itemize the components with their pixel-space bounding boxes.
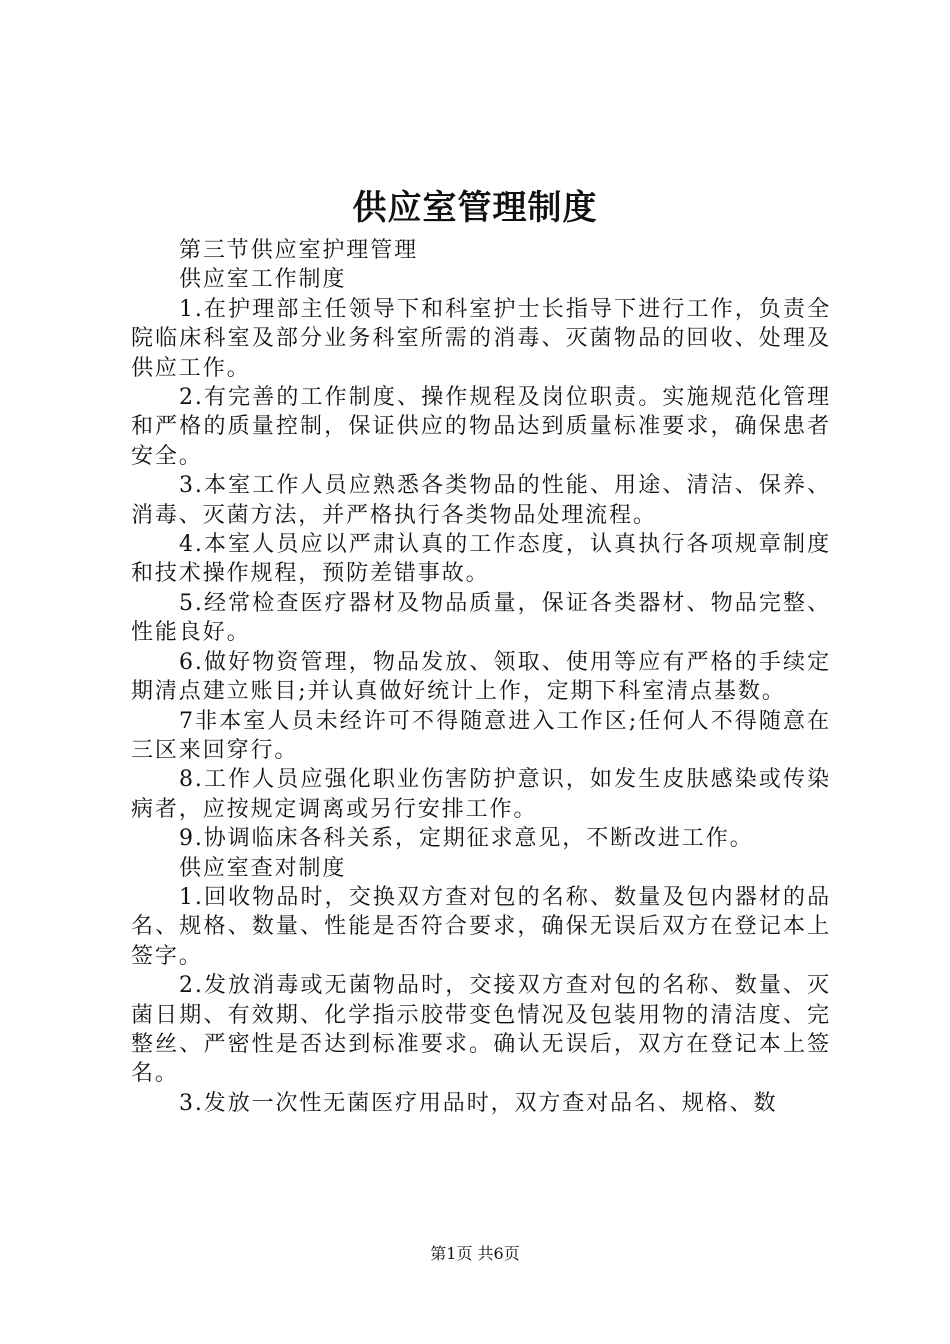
section-heading: 第三节供应室护理管理 (179, 238, 419, 263)
rule-item: 7非本室人员未经许可不得随意进入工作区;任何人不得随意在三区来回穿行。 (131, 708, 831, 763)
rule-item: 4.本室人员应以严肃认真的工作态度，认真执行各项规章制度和技术操作规程，预防差错事故。 (131, 532, 831, 587)
subsection-heading: 供应室工作制度 (179, 267, 347, 293)
rule-item: 1.在护理部主任领导下和科室护士长指导下进行工作，负责全院临床科室及部分业务科室所需的消毒、灭菌物品的回收、处理及供应工作。 (131, 296, 831, 381)
rule-item: 3.本室工作人员应熟悉各类物品的性能、用途、清洁、保养、消毒、灭菌方法，并严格执行各类物品处理流程。 (131, 473, 831, 528)
rule-item: 5.经常检查医疗器材及物品质量，保证各类器材、物品完整、性能良好。 (131, 590, 831, 646)
rule-item: 2.有完善的工作制度、操作规程及岗位职责。实施规范化管理和严格的质量控制，保证供应的物品达到质量标准要求，确保患者安全。 (131, 385, 831, 469)
document-title: 供应室管理制度 (352, 188, 598, 228)
rule-item: 6.做好物资管理，物品发放、领取、使用等应有严格的手续定期清点建立账目;并认真做好统计上作，定期下科室清点基数。 (131, 649, 831, 705)
rule-item: 1.回收物品时，交换双方查对包的名称、数量及包内器材的品名、规格、数量、性能是否符合要求，确保无误后双方在登记本上签字。 (131, 884, 831, 969)
rule-item: 8.工作人员应强化职业伤害防护意识，如发生皮肤感染或传染病者，应按规定调离或另行安排工作。 (131, 767, 831, 822)
document-body (131, 236, 831, 1118)
rule-item: 3.发放一次性无菌医疗用品时，双方查对品名、规格、数 (179, 1090, 778, 1116)
page-footer: 第1页 共6页 (430, 1244, 520, 1263)
subsection-heading: 供应室查对制度 (179, 855, 347, 881)
rule-item: 9.协调临床各科关系，定期征求意见，不断改进工作。 (179, 826, 754, 852)
rule-item: 2.发放消毒或无菌物品时，交接双方查对包的名称、数量、灭菌日期、有效期、化学指示胶带变色情况及包装用物的清洁度、完整丝、严密性是否达到标准要求。确认无误后，双方在登记本上签名。 (131, 973, 831, 1087)
